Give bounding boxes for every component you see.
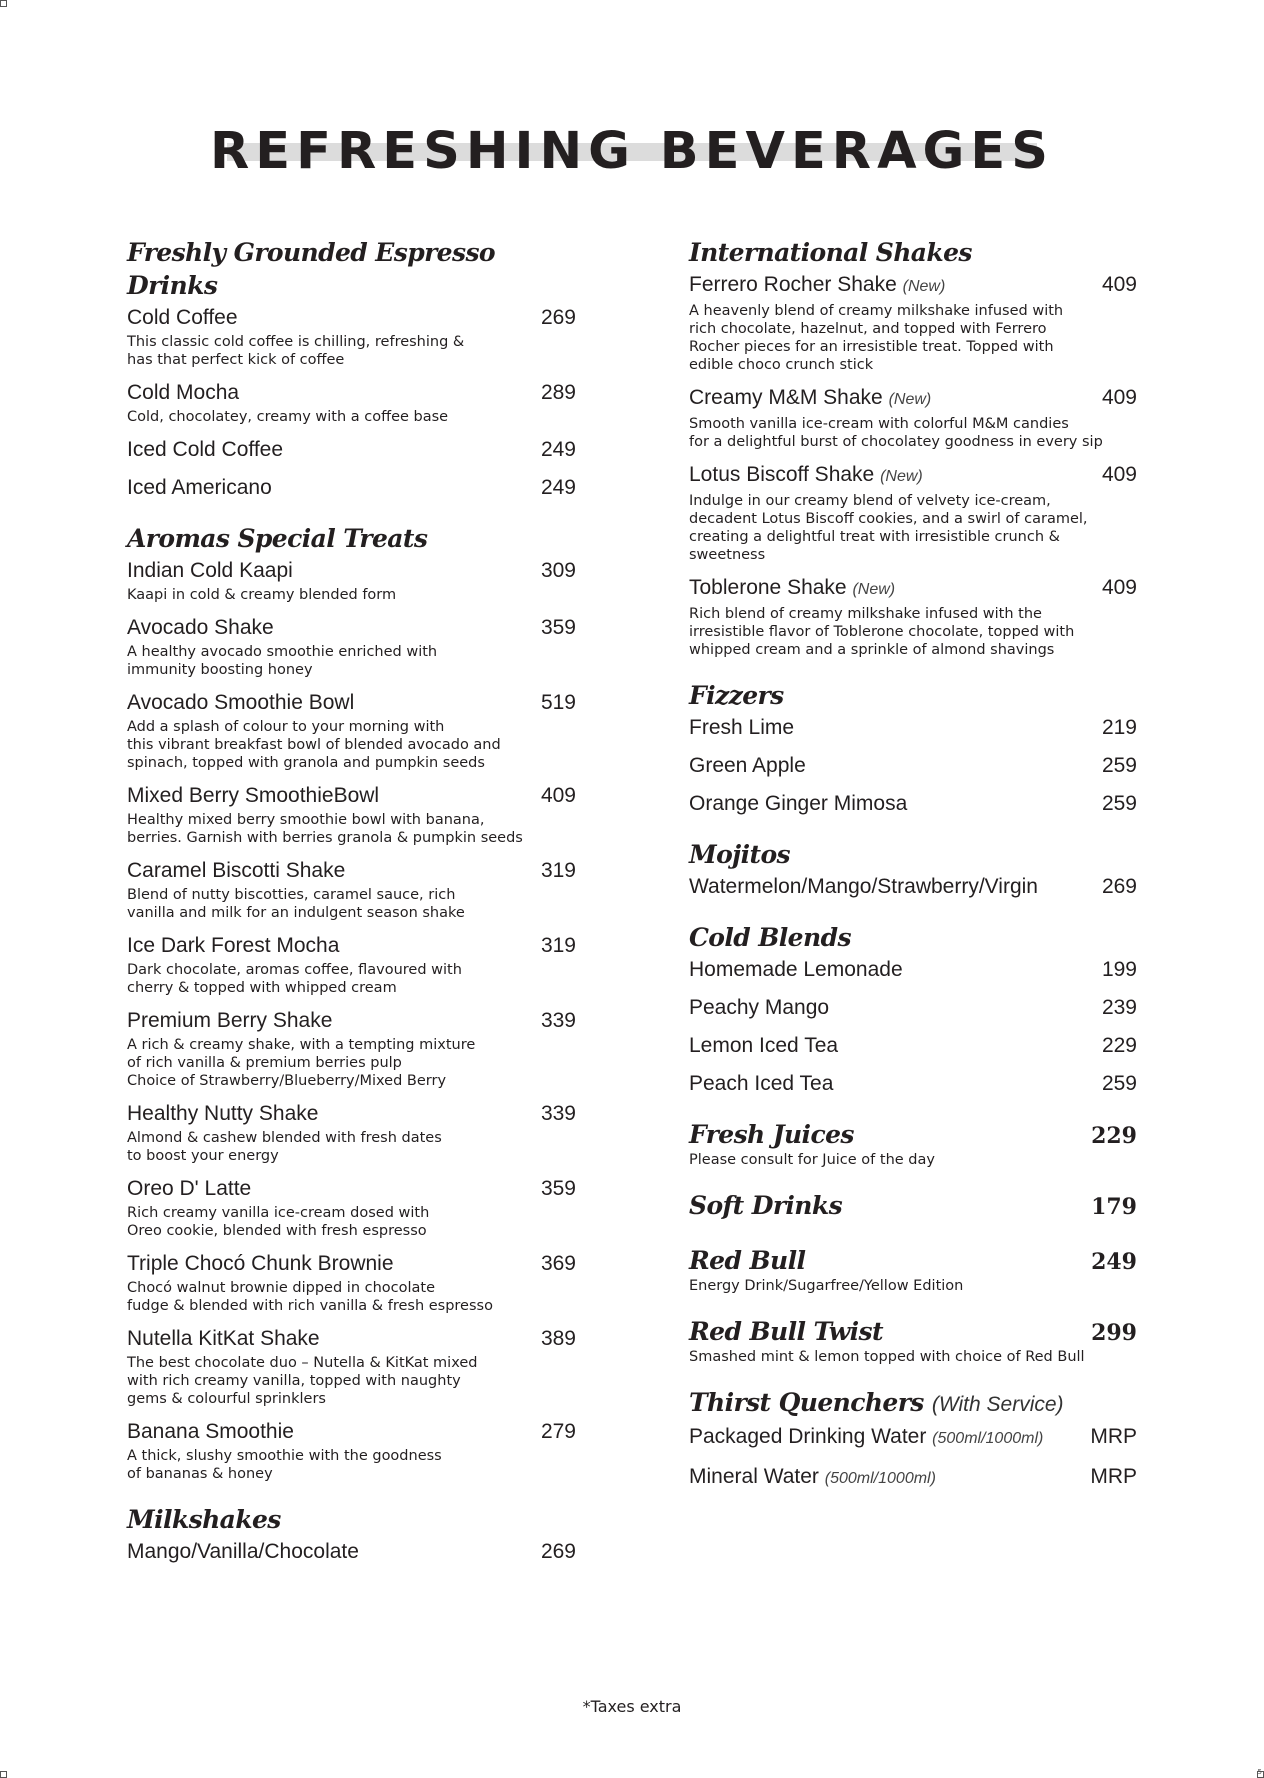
menu-item — [689, 461, 1137, 564]
menu-item — [127, 1250, 576, 1315]
item-name: Fresh Lime — [689, 716, 795, 739]
item-price: 259 — [1101, 754, 1137, 777]
item-name: Watermelon/Mango/Strawberry/Virgin — [689, 875, 1038, 898]
section-mojitos — [689, 838, 1137, 901]
section-note: (With Service) — [931, 1393, 1064, 1416]
item-name: Indian Cold Kaapi — [127, 559, 293, 582]
section-title: Thirst Quenchers — [689, 1388, 924, 1417]
item-name: Avocado Shake — [127, 616, 274, 639]
item-price: 409 — [1101, 463, 1137, 486]
menu-item — [689, 994, 1137, 1022]
menu-item — [127, 474, 576, 502]
page-title: REFRESHING BEVERAGES — [210, 122, 1054, 181]
title-wrap — [0, 124, 1264, 180]
size-tag: (500ml/1000ml) — [824, 1470, 936, 1487]
item-name-wrap — [689, 461, 923, 491]
section-title: Cold Blends — [689, 923, 851, 952]
section-price: 229 — [1091, 1123, 1137, 1149]
item-description: Cold, chocolatey, creamy with a coffee base — [127, 409, 449, 425]
item-price: 409 — [1101, 576, 1137, 599]
item-description: Smooth vanilla ice-cream with colorful M&M candies for a delightful burst of chocolatey goodness in every sip — [689, 416, 1103, 450]
item-name: Homemade Lemonade — [689, 958, 903, 981]
new-tag: (New) — [888, 391, 932, 408]
section-title: Fizzers — [689, 681, 784, 710]
item-name: Creamy M&M Shake — [689, 386, 883, 409]
menu-item — [127, 1418, 576, 1483]
page-number: 5 — [1257, 1768, 1262, 1776]
item-name-wrap — [689, 384, 931, 414]
menu-item — [689, 384, 1137, 451]
item-name: Premium Berry Shake — [127, 1009, 333, 1032]
item-description: This classic cold coffee is chilling, refreshing & has that perfect kick of coffee — [127, 334, 465, 368]
item-name-wrap — [689, 1423, 1043, 1453]
item-description: Kaapi in cold & creamy blended form — [127, 587, 397, 603]
item-name: Caramel Biscotti Shake — [127, 859, 346, 882]
item-price: 259 — [1101, 1072, 1137, 1095]
menu-item — [689, 714, 1137, 742]
item-description: Almond & cashew blended with fresh dates to boost your energy — [127, 1130, 442, 1164]
menu-item — [127, 379, 576, 426]
item-price: 339 — [540, 1102, 576, 1125]
item-description: Blend of nutty biscotties, caramel sauce, rich vanilla and milk for an indulgent season shake — [127, 887, 465, 921]
menu-item — [689, 790, 1137, 818]
item-description: Indulge in our creamy blend of velvety ice-cream, decadent Lotus Biscoff cookies, and a swirl of caramel, creating a delightful treat with irresistible crunch & sweetness — [689, 493, 1088, 563]
item-description: Rich creamy vanilla ice-cream dosed with Oreo cookie, blended with fresh espresso — [127, 1205, 430, 1239]
menu-item — [689, 1032, 1137, 1060]
new-tag: (New) — [902, 278, 946, 295]
item-name: Triple Chocó Chunk Brownie — [127, 1252, 394, 1275]
item-price: MRP — [1090, 1465, 1137, 1488]
item-price: 339 — [540, 1009, 576, 1032]
item-price: 409 — [1101, 273, 1137, 296]
menu-item — [127, 932, 576, 997]
section-title: Mojitos — [689, 840, 790, 869]
item-name: Banana Smoothie — [127, 1420, 294, 1443]
section-title: Soft Drinks — [689, 1191, 843, 1220]
item-price: 239 — [1101, 996, 1137, 1019]
item-name: Cold Coffee — [127, 306, 238, 329]
item-name: Peachy Mango — [689, 996, 830, 1019]
item-name: Nutella KitKat Shake — [127, 1327, 320, 1350]
item-price: 359 — [540, 1177, 576, 1200]
item-price: 289 — [540, 381, 576, 404]
section-price: 179 — [1091, 1194, 1137, 1220]
item-name: Cold Mocha — [127, 381, 240, 404]
item-name: Ferrero Rocher Shake — [689, 273, 897, 296]
menu-item — [127, 1100, 576, 1165]
item-name: Toblerone Shake — [689, 576, 847, 599]
item-name: Ice Dark Forest Mocha — [127, 934, 340, 957]
crop-mark-top-left — [0, 0, 7, 7]
item-description: Add a splash of colour to your morning with this vibrant breakfast bowl of blended avocado and spinach, topped with granola and pumpkin seeds — [127, 719, 501, 771]
item-description: A thick, slushy smoothie with the goodness of bananas & honey — [127, 1448, 442, 1482]
item-price: 219 — [1101, 716, 1137, 739]
item-price: 319 — [540, 934, 576, 957]
item-name: Oreo D' Latte — [127, 1177, 252, 1200]
menu-item — [689, 271, 1137, 374]
section-fresh-juices — [689, 1118, 1137, 1169]
item-name-wrap — [689, 271, 945, 301]
item-price: 269 — [540, 1540, 576, 1563]
item-name: Iced Americano — [127, 476, 272, 499]
item-name-wrap — [689, 574, 895, 604]
item-name: Healthy Nutty Shake — [127, 1102, 319, 1125]
section-title: Milkshakes — [127, 1505, 281, 1534]
new-tag: (New) — [852, 581, 896, 598]
crop-mark-bottom-left — [0, 1771, 7, 1778]
item-name: Lotus Biscoff Shake — [689, 463, 875, 486]
section-price: 249 — [1091, 1249, 1137, 1275]
menu-item — [127, 436, 576, 464]
item-price: 249 — [540, 476, 576, 499]
menu-item — [689, 1070, 1137, 1098]
item-description: A heavenly blend of creamy milkshake infused with rich chocolate, hazelnut, and topped with Ferrero Rocher pieces for an irresistible treat. Topped with edible choco crunch stick — [689, 303, 1064, 373]
item-name: Mixed Berry SmoothieBowl — [127, 784, 380, 807]
section-espresso — [127, 236, 576, 502]
item-name: Avocado Smoothie Bowl — [127, 691, 355, 714]
section-special-treats — [127, 522, 576, 1483]
item-price: 369 — [540, 1252, 576, 1275]
menu-item — [127, 614, 576, 679]
section-description: Energy Drink/Sugarfree/Yellow Edition — [689, 1278, 964, 1294]
section-red-bull-twist — [689, 1315, 1137, 1366]
item-price: 409 — [540, 784, 576, 807]
item-price: 359 — [540, 616, 576, 639]
item-price: 309 — [540, 559, 576, 582]
section-description: Please consult for Juice of the day — [689, 1152, 935, 1168]
item-name: Lemon Iced Tea — [689, 1034, 839, 1057]
menu-item — [689, 574, 1137, 659]
left-column — [127, 236, 576, 1586]
item-description: A healthy avocado smoothie enriched with immunity boosting honey — [127, 644, 438, 678]
item-price: 259 — [1101, 792, 1137, 815]
right-column — [689, 236, 1137, 1513]
menu-item — [127, 1007, 576, 1090]
item-description: Dark chocolate, aromas coffee, flavoured with cherry & topped with whipped cream — [127, 962, 462, 996]
item-description: The best chocolate duo – Nutella & KitKat mixed with rich creamy vanilla, topped with naughty gems & colourful sprinklers — [127, 1355, 478, 1407]
item-price: 269 — [1101, 875, 1137, 898]
section-international-shakes — [689, 236, 1137, 659]
menu-item — [689, 873, 1137, 901]
section-red-bull — [689, 1244, 1137, 1295]
section-milkshakes — [127, 1503, 576, 1566]
item-name: Orange Ginger Mimosa — [689, 792, 908, 815]
item-price: 519 — [540, 691, 576, 714]
menu-item — [127, 1538, 576, 1566]
item-price: 249 — [540, 438, 576, 461]
item-price: 279 — [540, 1420, 576, 1443]
item-name-wrap — [689, 1463, 936, 1493]
item-description: Chocó walnut brownie dipped in chocolate fudge & blended with rich vanilla & fresh espresso — [127, 1280, 493, 1314]
section-fizzers — [689, 679, 1137, 818]
item-description: Rich blend of creamy milkshake infused with the irresistible flavor of Toblerone chocolate, topped with whipped cream and a sprinkle of almond shavings — [689, 606, 1075, 658]
section-title: International Shakes — [689, 238, 972, 267]
item-name: Iced Cold Coffee — [127, 438, 284, 461]
item-price: 229 — [1101, 1034, 1137, 1057]
item-name: Peach Iced Tea — [689, 1072, 834, 1095]
menu-item — [689, 1463, 1137, 1493]
section-title: Red Bull — [689, 1246, 806, 1275]
menu-item — [127, 857, 576, 922]
item-price: 269 — [540, 306, 576, 329]
section-title: Red Bull Twist — [689, 1317, 883, 1346]
section-title: Fresh Juices — [689, 1120, 854, 1149]
section-title: Freshly Grounded Espresso Drinks — [127, 238, 495, 300]
new-tag: (New) — [880, 468, 923, 485]
section-soft-drinks — [689, 1189, 1137, 1224]
menu-item — [127, 782, 576, 847]
item-name: Mineral Water — [689, 1465, 819, 1488]
menu-item — [127, 304, 576, 369]
item-name: Packaged Drinking Water — [689, 1425, 927, 1448]
item-price: 389 — [540, 1327, 576, 1350]
menu-item — [127, 1325, 576, 1408]
item-price: 319 — [540, 859, 576, 882]
item-name: Mango/Vanilla/Chocolate — [127, 1540, 359, 1563]
menu-item — [127, 1175, 576, 1240]
menu-item — [127, 557, 576, 604]
item-price: 409 — [1101, 386, 1137, 409]
menu-item — [689, 956, 1137, 984]
taxes-footnote: *Taxes extra — [582, 1697, 682, 1716]
menu-item — [689, 1423, 1137, 1453]
size-tag: (500ml/1000ml) — [932, 1430, 1044, 1447]
section-cold-blends — [689, 921, 1137, 1098]
menu-item — [127, 689, 576, 772]
item-description: A rich & creamy shake, with a tempting mixture of rich vanilla & premium berries pulp Choice of Strawberry/Blueberry/Mixed Berry — [127, 1037, 476, 1089]
section-title-wrap — [689, 1386, 1137, 1421]
section-price: 299 — [1091, 1320, 1137, 1346]
section-description: Smashed mint & lemon topped with choice of Red Bull — [689, 1349, 1085, 1365]
item-name: Green Apple — [689, 754, 806, 777]
item-price: 199 — [1101, 958, 1137, 981]
item-price: MRP — [1090, 1425, 1137, 1448]
item-description: Healthy mixed berry smoothie bowl with banana, berries. Garnish with berries granola & pumpkin seeds — [127, 812, 523, 846]
section-title: Aromas Special Treats — [127, 524, 428, 553]
section-thirst-quenchers — [689, 1386, 1137, 1493]
menu-item — [689, 752, 1137, 780]
